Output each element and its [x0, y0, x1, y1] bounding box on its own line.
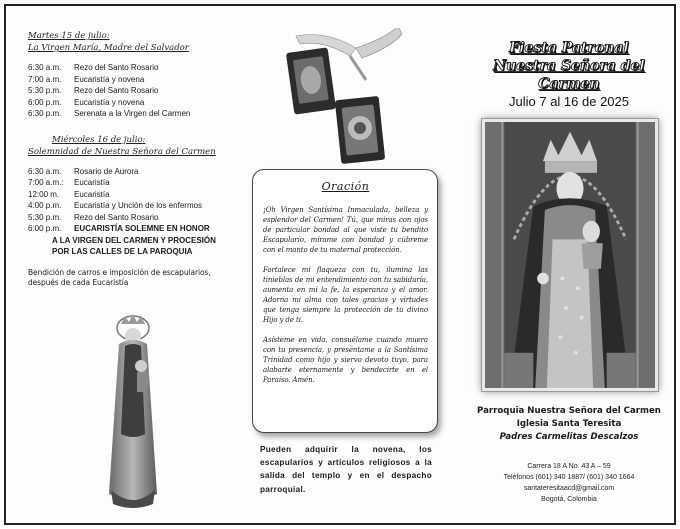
- schedule-activity: Rezo del Santo Rosario: [74, 212, 159, 222]
- prayer-title: Oración: [321, 180, 370, 193]
- day2-schedule: [28, 166, 236, 235]
- schedule-row: [28, 223, 236, 235]
- schedule-time: 7:00 a.m.:: [28, 178, 64, 187]
- schedule-column: [28, 30, 236, 289]
- order-name: Padres Carmelitas Descalzos: [499, 432, 639, 442]
- schedule-row: [28, 85, 236, 97]
- continuation-line: A LA VIRGEN DEL CARMEN Y PROCESIÓN: [52, 235, 216, 245]
- email: santateresitaacd@gmail.com: [523, 485, 615, 492]
- day1-heading: [28, 30, 236, 54]
- schedule-activity: Eucaristía y novena: [74, 74, 145, 84]
- schedule-activity: Eucaristía y novena: [74, 97, 145, 107]
- day1-date: Martes 15 de julio:: [28, 31, 110, 41]
- schedule-time: 5:30 p.m.: [28, 86, 62, 95]
- prayer-paragraph: ¡Oh Virgen Santísima Inmaculada, belleza y esplendor del Carmen! Tú, que miras con ojos de particular bondad al que viste tu bendito Escapulario, mírame con bondad y cúbreme con el manto de tu maternal protección.: [263, 206, 428, 254]
- schedule-row: [28, 212, 236, 224]
- schedule-row: [28, 74, 236, 86]
- schedule-time: 5:30 p.m.: [28, 212, 62, 222]
- schedule-activity: Serenata a la Virgen del Carmen: [74, 109, 191, 118]
- phones: Teléfonos (601) 340 1887/ (601) 340 1664: [503, 474, 635, 481]
- virgin-statue-image: [99, 314, 167, 509]
- purchase-note: Pueden adquirir la novena, los escapularios y artículos religiosos a la salida del templo y en el despacho parroquial.: [260, 445, 432, 494]
- schedule-activity: Rezo del Santo Rosario: [74, 86, 159, 95]
- day2-continuation: [28, 235, 236, 258]
- schedule-time: 6:00 p.m.: [28, 97, 62, 107]
- schedule-time: 6:30 a.m.: [28, 166, 62, 176]
- schedule-time: 6:30 p.m.: [28, 109, 62, 118]
- schedule-row: [28, 108, 236, 120]
- fiesta-title-line1: Fiesta Patronal: [509, 40, 629, 56]
- day2-title-wrap: [28, 146, 236, 158]
- prayer-box: [252, 169, 438, 433]
- schedule-time: 7:00 a.m.: [28, 74, 62, 84]
- schedule-row: [28, 189, 236, 201]
- schedule-time: 12:00 m.: [28, 189, 60, 199]
- brochure-page: [4, 4, 676, 525]
- schedule-row: [28, 200, 236, 212]
- day1-schedule: [28, 62, 236, 120]
- schedule-row: [28, 62, 236, 74]
- schedule-row: [28, 97, 236, 109]
- continuation-line: POR LAS CALLES DE LA PAROQUIA: [52, 247, 193, 256]
- fiesta-title-line2: Nuestra Señora del Carmen: [493, 58, 645, 92]
- parish-info: [474, 405, 664, 444]
- day2-date: Miércoles 16 de julio:: [52, 134, 146, 145]
- schedule-time: 6:00 p.m.: [28, 224, 62, 233]
- prayer-paragraph: Asísteme en vida, consuélame cuando muera con tu presencia, y preséntame a la Santísima Trinidad como hijo y siervo devoto tuyo, para alabarte eternamente y bendecirte en el Paraíso. Amén.: [263, 336, 428, 384]
- schedule-activity: Eucaristía y Unción de los enfermos: [74, 201, 203, 210]
- virgin-carmen-image: [482, 119, 658, 391]
- schedule-activity: EUCARISTÍA SOLEMNE EN HONOR: [74, 224, 210, 233]
- event-dates: Julio 7 al 16 de 2025: [509, 94, 629, 109]
- prayer-paragraph: Fortalece mi flaqueza con tu, ilumina las tinieblas de mi entendimiento con tu sabiduría, aumenta en mí la fe, la esperanza y el amor. Adorna mi alma con tales gracias y virtudes que tenga siempre la protección de tu divino Hijo y de ti.: [263, 266, 428, 324]
- blessing-note: Bendición de carros e imposición de escapularios, después de cada Eucaristía: [28, 267, 211, 287]
- day2-heading: [28, 134, 236, 146]
- schedule-activity: Rosario de Aurora: [74, 166, 139, 176]
- schedule-row: [28, 177, 236, 189]
- day1-title: La Virgen María, Madre del Salvador: [28, 43, 189, 53]
- day2-title: Solemnidad de Nuestra Señora del Carmen: [28, 146, 216, 157]
- address: Carrera 18 A No. 43 A – 59: [527, 463, 611, 470]
- schedule-activity: Eucaristía: [74, 189, 110, 199]
- parish-name: Parroquia Nuestra Señora del Carmen: [477, 406, 661, 416]
- fiesta-title: [474, 39, 664, 93]
- city: Bogotá, Colombia: [541, 496, 597, 503]
- schedule-activity: Rezo del Santo Rosario: [74, 63, 159, 72]
- schedule-activity: Eucaristía: [74, 178, 110, 187]
- schedule-time: 4:00 p.m.: [28, 201, 62, 210]
- schedule-time: 6:30 a.m.: [28, 63, 62, 72]
- church-name: Iglesia Santa Teresita: [516, 419, 622, 429]
- schedule-row: [28, 166, 236, 178]
- contact-info: [474, 461, 664, 505]
- scapular-image: [286, 28, 404, 168]
